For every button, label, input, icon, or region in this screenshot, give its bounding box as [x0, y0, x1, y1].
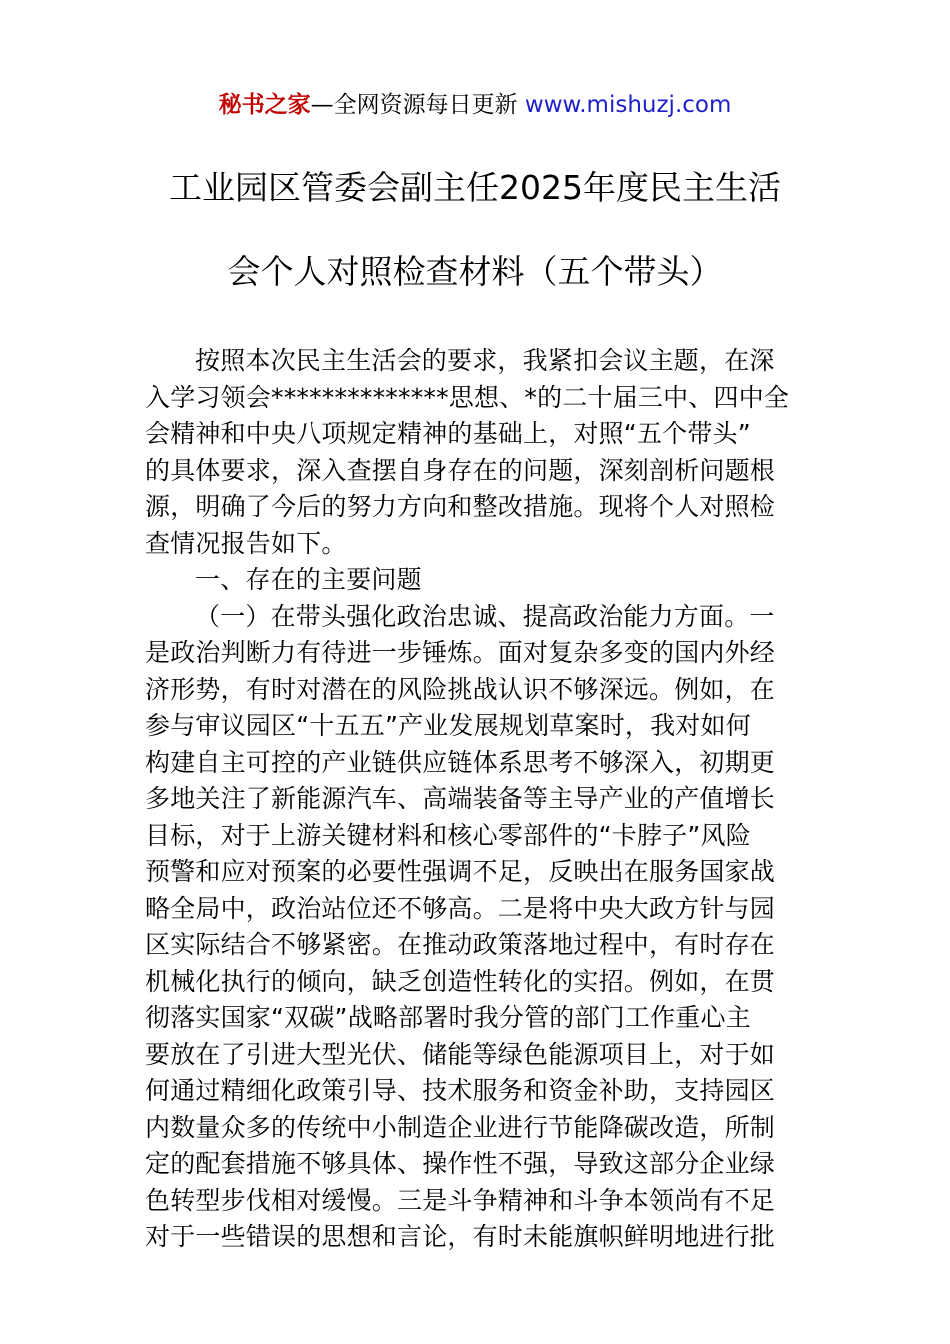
title-line-2: 会个人对照检查材料（五个带头） — [227, 252, 723, 291]
body-line: 内数量众多的传统中小制造企业进行节能降碳改造，所制 — [145, 1112, 776, 1142]
body-line: 彻落实国家“双碳”战略部署时我分管的部门工作重心主 — [145, 1003, 751, 1032]
body-line: 构建自主可控的产业链供应链体系思考不够深入，初期更 — [145, 747, 776, 777]
body-line: 定的配套措施不够具体、操作性不强，导致这部分企业绿 — [145, 1149, 776, 1178]
body-line: 机械化执行的倾向，缺乏创造性转化的实招。例如，在贯 — [145, 966, 776, 996]
site-banner — [0, 88, 950, 122]
body-line: 何通过精细化政策引导、技术服务和资金补助，支持园区 — [145, 1076, 776, 1105]
section-heading: 一、存在的主要问题 — [195, 565, 422, 594]
subsection-heading: （一）在带头强化政治忠诚、提高政治能力方面。一 — [195, 601, 775, 631]
document-body — [145, 343, 805, 1256]
document-title — [100, 166, 850, 294]
banner-dash: — — [310, 92, 334, 118]
body-line: 济形势，有时对潜在的风险挑战认识不够深远。例如，在 — [145, 674, 776, 704]
body-line: 略全局中，政治站位还不够高。二是将中央大政方针与园 — [145, 893, 776, 923]
body-line: 色转型步伐相对缓慢。三是斗争精神和斗争本领尚有不足 — [145, 1185, 776, 1215]
body-line: 区实际结合不够紧密。在推动政策落地过程中，有时存在 — [145, 930, 776, 959]
body-line: 预警和应对预案的必要性强调不足，反映出在服务国家战 — [145, 857, 776, 886]
body-line: 源，明确了今后的努力方向和整改措施。现将个人对照检 — [145, 492, 776, 521]
body-line: 是政治判断力有待进一步锤炼。面对复杂多变的国内外经 — [145, 638, 776, 667]
title-line-1: 工业园区管委会副主任2025年度民主生活 — [169, 168, 781, 207]
body-line: 对于一些错误的思想和言论，有时未能旗帜鲜明地进行批 — [145, 1222, 776, 1251]
banner-slogan: 全网资源每日更新 — [333, 92, 525, 118]
body-line: 会精神和中央八项规定精神的基础上，对照“五个带头” — [145, 419, 751, 448]
body-line: 按照本次民主生活会的要求，我紧扣会议主题，在深 — [195, 346, 775, 375]
site-brand-name: 秘书之家 — [218, 92, 311, 118]
body-line: 的具体要求，深入查摆自身存在的问题，深刻剖析问题根 — [145, 455, 776, 485]
site-url-link[interactable]: www.mishuzj.com — [524, 92, 732, 118]
body-line: 目标，对于上游关键材料和核心零部件的“卡脖子”风险 — [145, 820, 751, 850]
body-line: 入学习领会**************思想、*的二十届三中、四中全 — [145, 382, 790, 412]
body-line: 参与审议园区“十五五”产业发展规划草案时，我对如何 — [145, 711, 751, 740]
body-line: 多地关注了新能源汽车、高端装备等主导产业的产值增长 — [145, 784, 776, 813]
body-line: 要放在了引进大型光伏、储能等绿色能源项目上，对于如 — [145, 1039, 776, 1069]
body-line: 查情况报告如下。 — [145, 528, 347, 558]
